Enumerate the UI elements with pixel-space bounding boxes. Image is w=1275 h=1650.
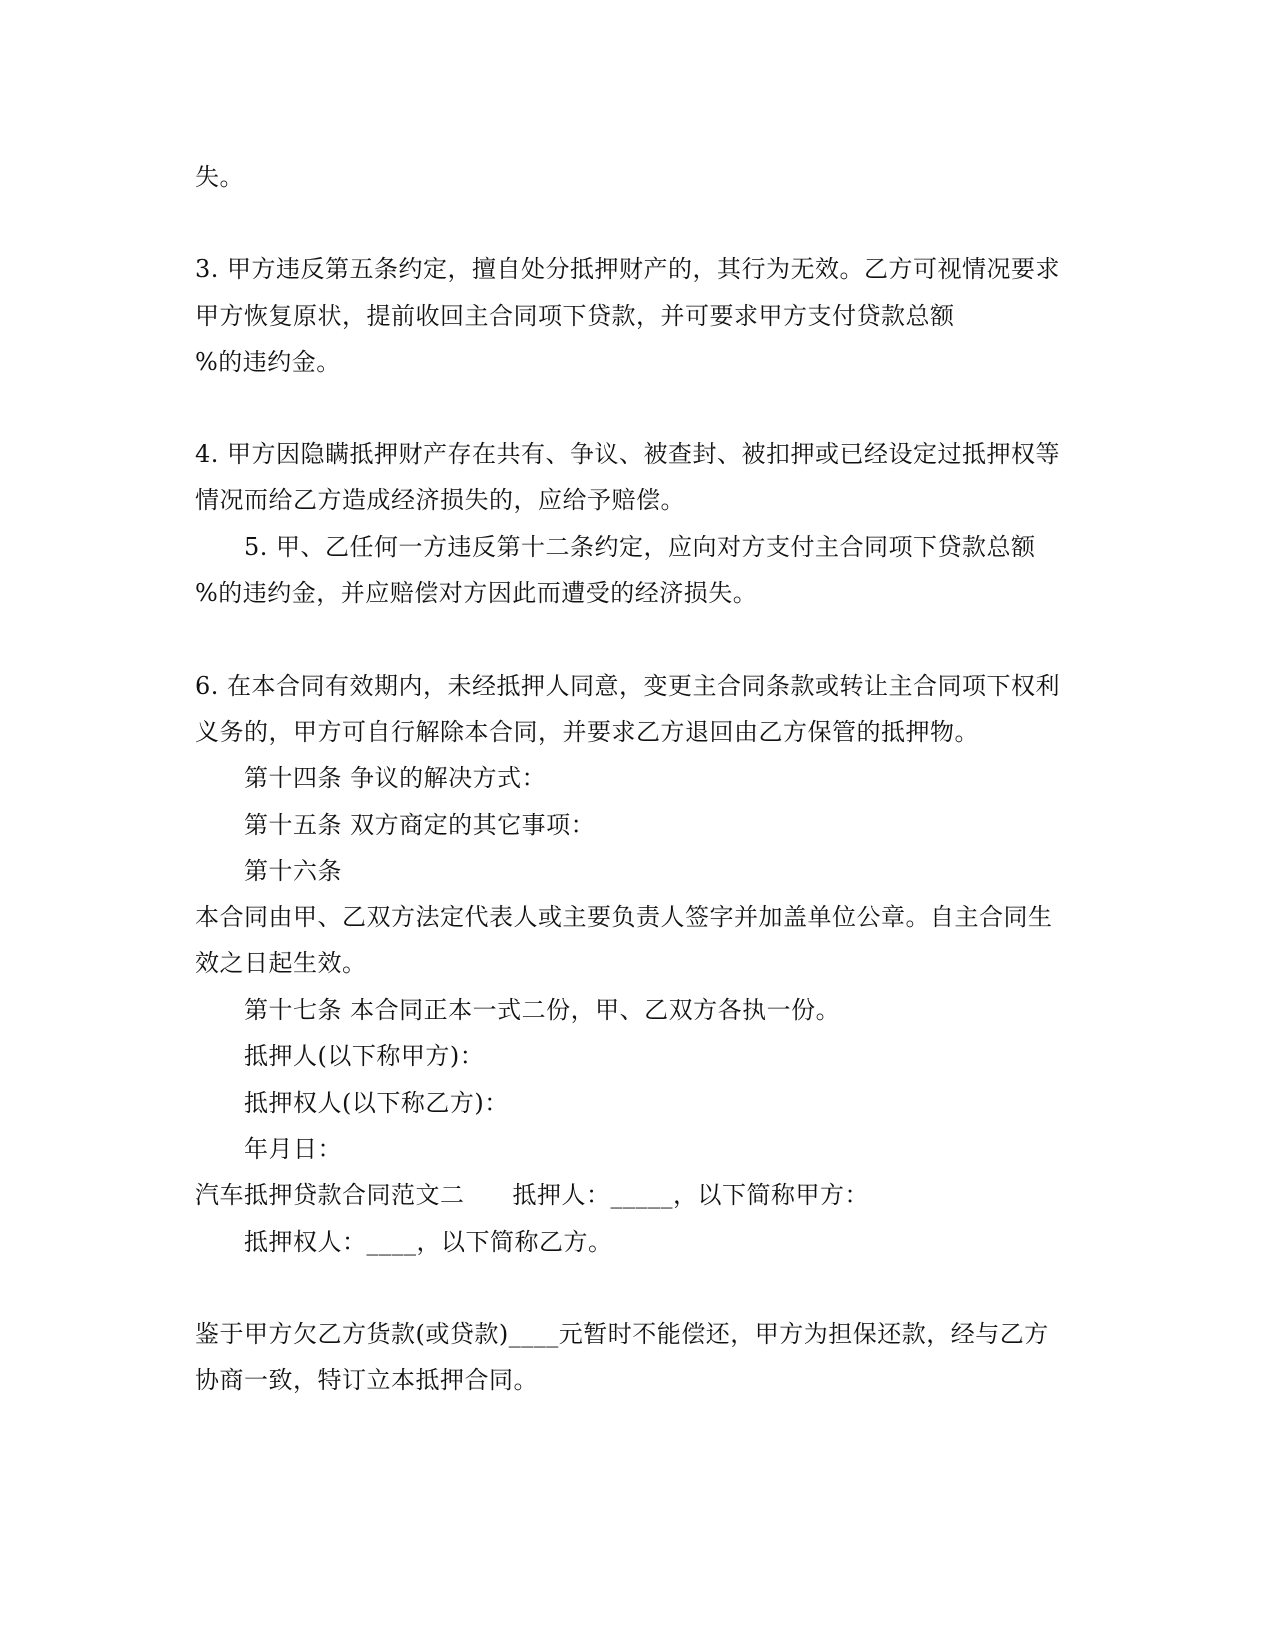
party-field: 抵押人：_____，以下简称甲方： (512, 1181, 869, 1209)
text-line: 本合同由甲、乙双方法定代表人或主要负责人签字并加盖单位公章。自主合同生 (195, 903, 1053, 931)
signature-field: 抵押权人(以下称乙方)： (244, 1089, 509, 1117)
text-line: 5. 甲、乙任何一方违反第十二条约定，应向对方支付主合同项下贷款总额 (244, 533, 1036, 561)
party-field: 抵押权人：____，以下简称乙方。 (244, 1228, 613, 1256)
document-title: 汽车抵押贷款合同范文二 (195, 1181, 465, 1209)
text-line: 3. 甲方违反第五条约定，擅自处分抵押财产的，其行为无效。乙方可视情况要求 (195, 255, 1061, 283)
title-line (195, 1180, 869, 1210)
text-line: 失。 (195, 163, 244, 191)
text-line: %的违约金，并应赔偿对方因此而遭受的经济损失。 (195, 579, 758, 607)
text-line: 6. 在本合同有效期内，未经抵押人同意，变更主合同条款或转让主合同项下权利 (195, 672, 1061, 700)
text-line: 鉴于甲方欠乙方货款(或贷款)____元暂时不能偿还，甲方为担保还款，经与乙方 (195, 1320, 1049, 1348)
section-heading: 第十六条 (244, 857, 342, 885)
text-line: 协商一致，特订立本抵押合同。 (195, 1366, 538, 1394)
text-line: 情况而给乙方造成经济损失的，应给予赔偿。 (195, 486, 685, 514)
date-field: 年月日： (244, 1135, 342, 1163)
text-line: 效之日起生效。 (195, 949, 367, 977)
text-line: 义务的，甲方可自行解除本合同，并要求乙方退回由乙方保管的抵押物。 (195, 718, 979, 746)
signature-field: 抵押人(以下称甲方)： (244, 1042, 485, 1070)
section-heading: 第十五条 双方商定的其它事项： (244, 811, 596, 839)
text-line: 4. 甲方因隐瞒抵押财产存在共有、争议、被查封、被扣押或已经设定过抵押权等 (195, 440, 1061, 468)
section-heading: 第十七条 本合同正本一式二份，甲、乙双方各执一份。 (244, 996, 841, 1024)
text-line: %的违约金。 (195, 348, 341, 376)
text-line: 甲方恢复原状，提前收回主合同项下贷款，并可要求甲方支付贷款总额 (195, 302, 955, 330)
section-heading: 第十四条 争议的解决方式： (244, 764, 547, 792)
